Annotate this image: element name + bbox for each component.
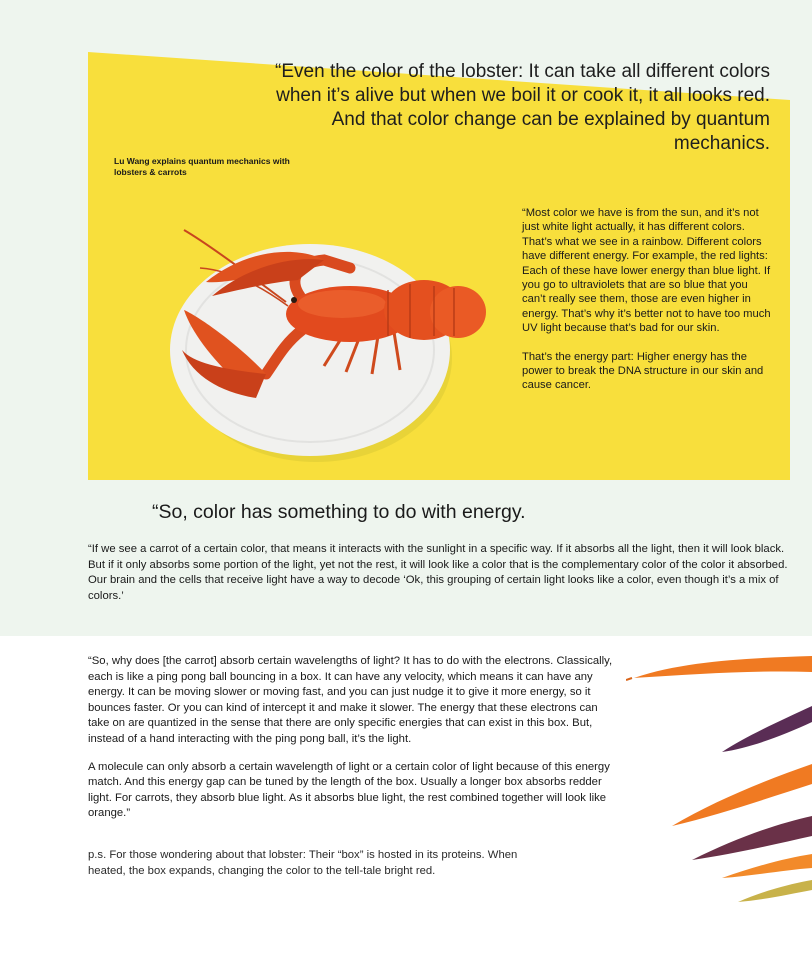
body-text: [88, 654, 618, 891]
body-paragraph: “So, why does [the carrot] absorb certain wavelengths of light? It has to do with the electrons. Classically, each is like a ping pong ball bouncing in a box. It can have any velocity, which means it can have any energy. It can be moving slower or moving fast, and you can just nudge it to give it more energy, so it bounces faster. Or you can kind of intercept it and make it slower. The energy that these electrons can take on are quantized in the sense that there are only specific energies that can exist in this box. But, instead of a hand interacting with the ping pong ball, it’s the light.: [88, 655, 613, 745]
side-quote: [522, 206, 774, 407]
image-caption: Lu Wang explains quantum mechanics with lobsters & carrots: [114, 156, 290, 177]
side-quote-paragraph: “Most color we have is from the sun, and it’s not just white light actually, it has different colors. That’s what we see in a rainbow. Different colors have different energy. For example, the red lights: Each of these have lower energy than blue light. If you go to ultraviolets that are so blue that you can’t really see them, those are even higher in energy. That’s why it’s better not to have too much UV light because that’s bad for our skin.: [522, 207, 771, 335]
carrots-image: [626, 640, 812, 910]
headline-quote: “Even the color of the lobster: It can take all different colors when it’s alive but when we boil it or cook it, it all looks red. And that color change can be explained by quantum mechanics.: [275, 61, 770, 154]
postscript: p.s. For those wondering about that lobster: Their “box” is hosted in its proteins. When heated, the box expands, changing the color to the tell-tale bright red.: [88, 848, 518, 877]
side-quote-paragraph: That’s the energy part: Higher energy has the power to break the DNA structure in our skin and cause cancer.: [522, 350, 764, 392]
body-paragraph: A molecule can only absorb a certain wavelength of light or a certain color of light because of this energy match. And this energy gap can be tuned by the length of the box. Usually a longer box absorbs redder light. For carrots, they absorb blue light. As it absorbs blue light, the rest combined together will look like orange.”: [88, 760, 610, 820]
carrot-paragraph: “If we see a carrot of a certain color, that means it interacts with the sunlight in a specific way. If it absorbs all the light, then it will look black. But if it only absorbs some portion of the light, yet not the rest, it will look like a color that is the complementary color of the color it absorbed. Our brain and the cells that receive light have a way to decode ‘Ok, this grouping of certain light looks like a color, even though it’s a mix of colors.’: [88, 543, 788, 602]
feature-panel: [88, 34, 790, 480]
pull-quote: “So, color has something to do with energy.: [152, 501, 526, 523]
